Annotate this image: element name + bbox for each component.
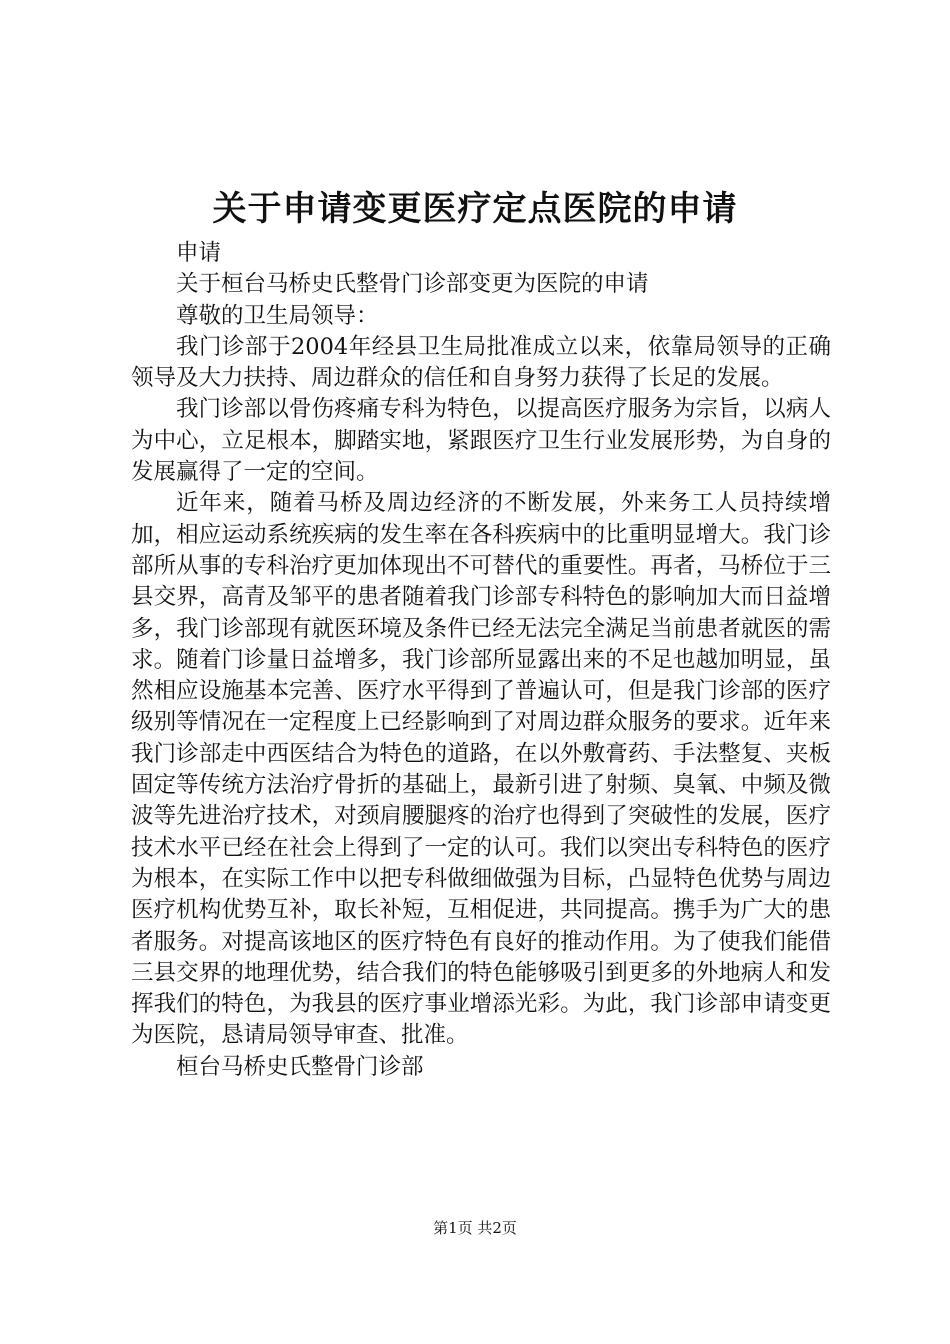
paragraph-main: 近年来，随着马桥及周边经济的不断发展，外来务工人员持续增加，相应运动系统疾病的发生率在各科疾病中的比重明显增大。我门诊部所从事的专科治疗更加体现出不可替代的重要性。再者，马桥位于三县交界，高青及邹平的患者随着我门诊部专科特色的影响加大而日益增多，我门诊部现有就医环境及条件已经无法完全满足当前患者就医的需求。随着门诊量日益增多，我门诊部所显露出来的不足也越加明显，虽然相应设施基本完善、医疗水平得到了普遍认可，但是我门诊部的医疗级别等情况在一定程度上已经影响到了对周边群众服务的要求。近年来我门诊部走中西医结合为特色的道路，在以外敷膏药、手法整复、夹板固定等传统方法治疗骨折的基础上，最新引进了射频、臭氧、中频及微波等先进治疗技术，对颈肩腰腿疼的治疗也得到了突破性的发展，医疗技术水平已经在社会上得到了一定的认可。我们以突出专科特色的医疗为根本，在实际工作中以把专科做细做强为目标，凸显特色优势与周边医疗机构优势互补，取长补短，互相促进，共同提高。携手为广大的患者服务。对提高该地区的医疗特色有良好的推动作用。为了使我们能借三县交界的地理优势，结合我们的特色能够吸引到更多的外地病人和发挥我们的特色，为我县的医疗事业增添光彩。为此，我门诊部申请变更为医院，恳请局领导审查、批准。 xyxy=(131,490,831,1049)
paragraph-subject: 关于桓台马桥史氏整骨门诊部变更为医院的申请 xyxy=(176,271,649,298)
document-title: 关于申请变更医疗定点医院的申请 xyxy=(212,189,738,229)
paragraph-specialty: 我门诊部以骨伤疼痛专科为特色，以提高医疗服务为宗旨，以病人为中心，立足根本，脚踏实地，紧跟医疗卫生行业发展形势，为自身的发展赢得了一定的空间。 xyxy=(131,396,831,486)
paragraph-salutation: 尊敬的卫生局领导： xyxy=(176,302,379,329)
page-indicator: 第1页 共2页 xyxy=(433,1219,517,1237)
paragraph-heading: 申请 xyxy=(176,240,222,266)
document-body xyxy=(131,238,831,1083)
paragraph-signature: 桓台马桥史氏整骨门诊部 xyxy=(176,1053,424,1080)
paragraph-intro: 我门诊部于2004年经县卫生局批准成立以来，依靠局领导的正确领导及大力扶持、周边群众的信任和自身努力获得了长足的发展。 xyxy=(131,333,831,392)
